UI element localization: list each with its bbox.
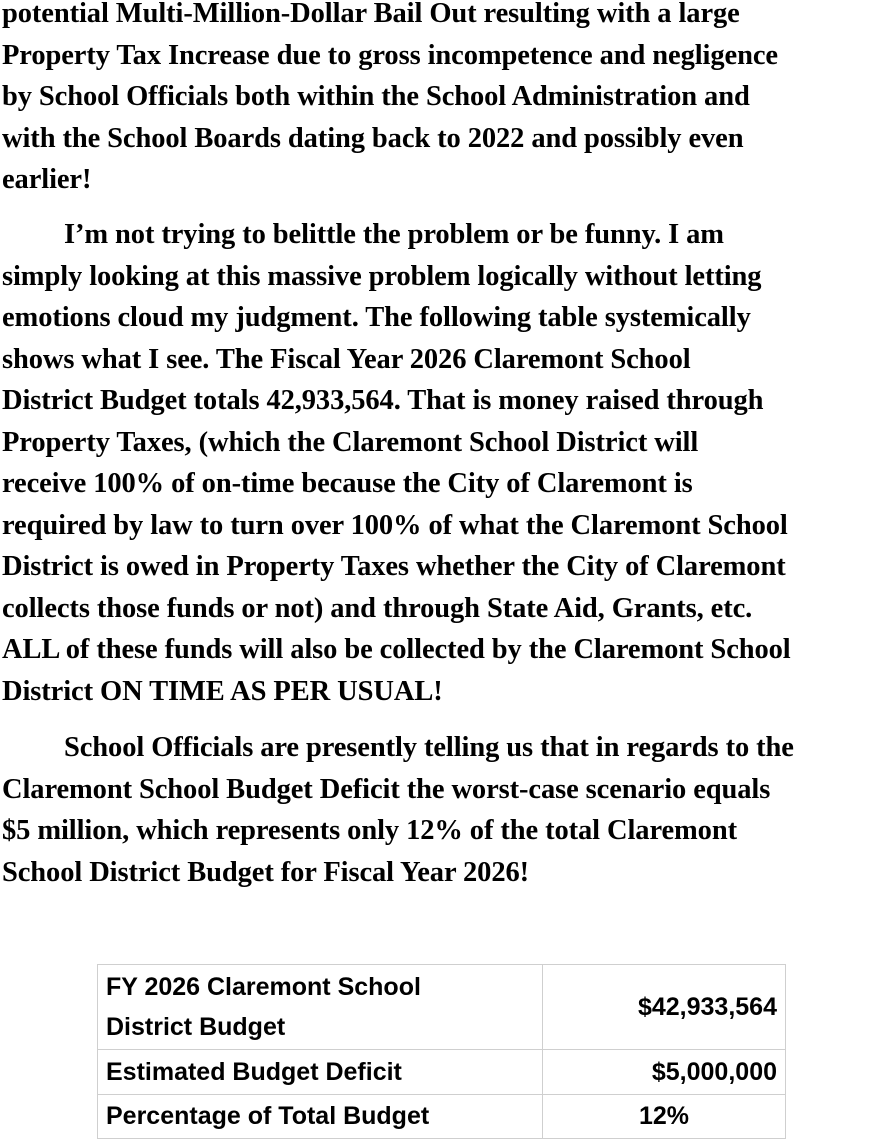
paragraph-3 xyxy=(0,727,794,893)
text-line: District ON TIME AS PER USUAL! xyxy=(2,675,443,707)
table-cell-value: $5,000,000 xyxy=(543,1050,786,1095)
text-line: with the School Boards dating back to 2022 and possibly even xyxy=(2,122,744,154)
table-cell-value: 12% xyxy=(543,1095,786,1139)
table-cell-value: $42,933,564 xyxy=(543,965,786,1050)
text-line: District is owed in Property Taxes whether the City of Claremont xyxy=(2,551,786,582)
table-cell-label: Percentage of Total Budget xyxy=(98,1095,543,1139)
text-line: emotions cloud my judgment. The following table systemically xyxy=(2,302,751,333)
text-line: potential Multi-Million-Dollar Bail Out resulting with a large xyxy=(2,0,740,29)
text-line: Claremont School Budget Deficit the worst-case scenario equals xyxy=(2,773,771,805)
label-line: FY 2026 Claremont School xyxy=(106,973,421,1001)
text-line: I’m not trying to belittle the problem or be funny. I am xyxy=(64,219,724,250)
text-line: ALL of these funds will also be collected by the Claremont School xyxy=(2,634,791,665)
text-line: Property Taxes, (which the Claremont School District will xyxy=(2,426,699,458)
table-cell-label: Estimated Budget Deficit xyxy=(98,1050,543,1095)
text-line: earlier! xyxy=(2,164,92,195)
paragraph-2 xyxy=(0,214,791,712)
text-line: School District Budget for Fiscal Year 2026! xyxy=(2,856,530,888)
table-row xyxy=(98,965,786,1050)
text-line: District Budget totals 42,933,564. That is money raised through xyxy=(2,385,764,416)
text-line: simply looking at this massive problem logically without letting xyxy=(2,260,762,292)
budget-table xyxy=(97,964,786,1139)
text-line: $5 million, which represents only 12% of the total Claremont xyxy=(2,815,737,846)
text-line: Property Tax Increase due to gross incompetence and negligence xyxy=(2,39,778,71)
text-line: collects those funds or not) and through State Aid, Grants, etc. xyxy=(2,592,753,624)
text-line: School Officials are presently telling us that in regards to the xyxy=(64,732,794,763)
paragraph-1 xyxy=(0,0,778,201)
table-cell-label xyxy=(98,965,543,1050)
table-row xyxy=(98,1050,786,1095)
text-line: required by law to turn over 100% of what the Claremont School xyxy=(2,509,788,541)
text-line: by School Officials both within the School Administration and xyxy=(2,81,750,112)
table-row xyxy=(98,1095,786,1139)
text-line: receive 100% of on-time because the City of Claremont is xyxy=(2,468,693,499)
label-line: District Budget xyxy=(106,1013,286,1041)
text-line: shows what I see. The Fiscal Year 2026 Claremont School xyxy=(2,343,691,375)
